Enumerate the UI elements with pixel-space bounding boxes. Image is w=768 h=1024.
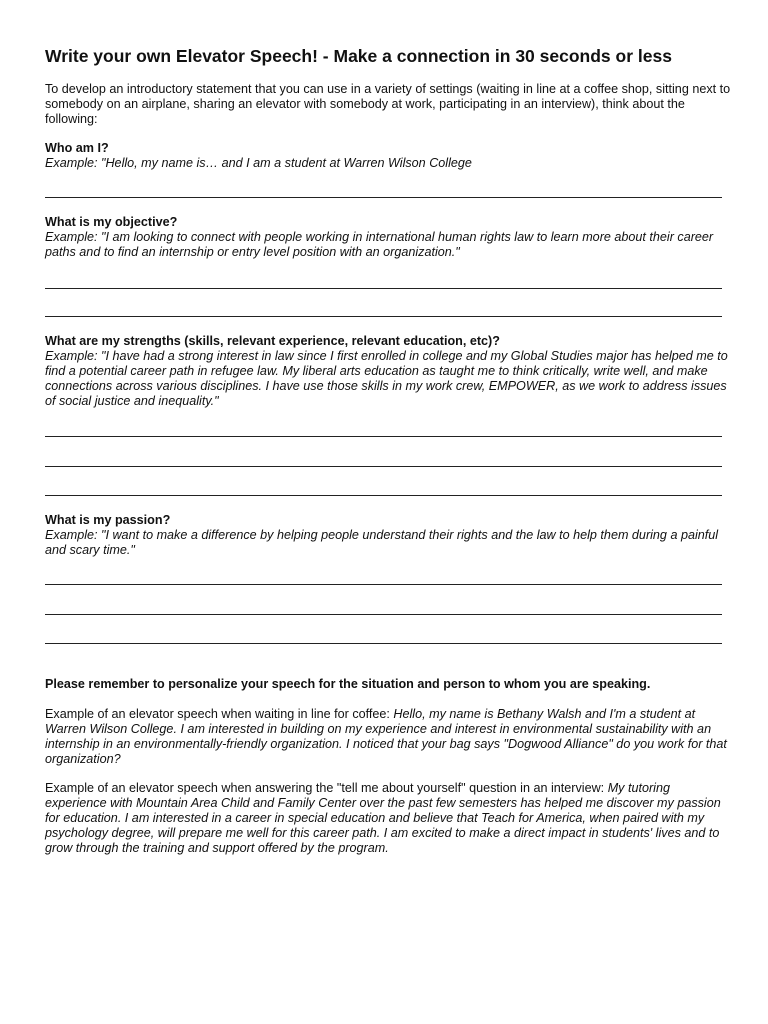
example-lead: Example of an elevator speech when answering the "tell me about yourself" question in an interview: — [45, 781, 608, 795]
answer-line[interactable] — [45, 614, 722, 615]
question-strengths — [45, 334, 730, 409]
question-objective — [45, 215, 730, 260]
question-passion — [45, 513, 730, 558]
answer-line[interactable] — [45, 643, 722, 644]
question-example: Example: "I have had a strong interest in law since I first enrolled in college and my Global Studies major has helped me to find a potential career path in refugee law. My liberal arts education as taught me to think critically, write well, and make connections across various disciplines. I have use those skills in my work crew, EMPOWER, as we work to address issues of social justice and inequality." — [45, 349, 728, 408]
example-speech: My tutoring experience with Mountain Area Child and Family Center over the past few semesters has helped me discover my passion for education. I am interested in a career in special education and believe that Teach for America, when paired with my psychology degree, will prepare me well for this career path. I am excited to make a direct impact in students' lives and to grow through the training and support offered by the program. — [45, 781, 721, 855]
question-example: Example: "I am looking to connect with people working in international human rights law to learn more about their career paths and to find an internship or entry level position with an organization." — [45, 230, 714, 259]
question-example: Example: "I want to make a difference by helping people understand their rights and the law to help them during a painful and scary time." — [45, 528, 719, 557]
question-who-am-i — [45, 141, 730, 171]
answer-line[interactable] — [45, 584, 722, 585]
example-speech: Hello, my name is Bethany Walsh and I'm a student at Warren Wilson College. I am interested in building on my experience and interest in environmental sustainability with an internship in an environmentally-friendly organization. I noticed that your bag says "Dogwood Alliance" do you work for that organization? — [45, 707, 727, 766]
answer-line[interactable] — [45, 197, 722, 198]
question-example: Example: "Hello, my name is… and I am a student at Warren Wilson College — [45, 156, 472, 170]
reminder-note: Please remember to personalize your speech for the situation and person to whom you are speaking. — [45, 677, 651, 691]
intro-paragraph: To develop an introductory statement that you can use in a variety of settings (waiting in line at a coffee shop, sitting next to somebody on an airplane, sharing an elevator with somebody at work, participating in an interview), think about the following: — [45, 82, 731, 126]
question-heading: What is my objective? — [45, 215, 178, 229]
question-heading: What is my passion? — [45, 513, 171, 527]
example-interview — [45, 781, 735, 856]
answer-line[interactable] — [45, 495, 722, 496]
answer-line[interactable] — [45, 316, 722, 317]
example-lead: Example of an elevator speech when waiting in line for coffee: — [45, 707, 394, 721]
answer-line[interactable] — [45, 436, 722, 437]
question-heading: Who am I? — [45, 141, 109, 155]
answer-line[interactable] — [45, 288, 722, 289]
page-title: Write your own Elevator Speech! - Make a connection in 30 seconds or less — [45, 46, 672, 66]
answer-line[interactable] — [45, 466, 722, 467]
example-coffee — [45, 707, 735, 767]
question-heading: What are my strengths (skills, relevant experience, relevant education, etc)? — [45, 334, 500, 348]
